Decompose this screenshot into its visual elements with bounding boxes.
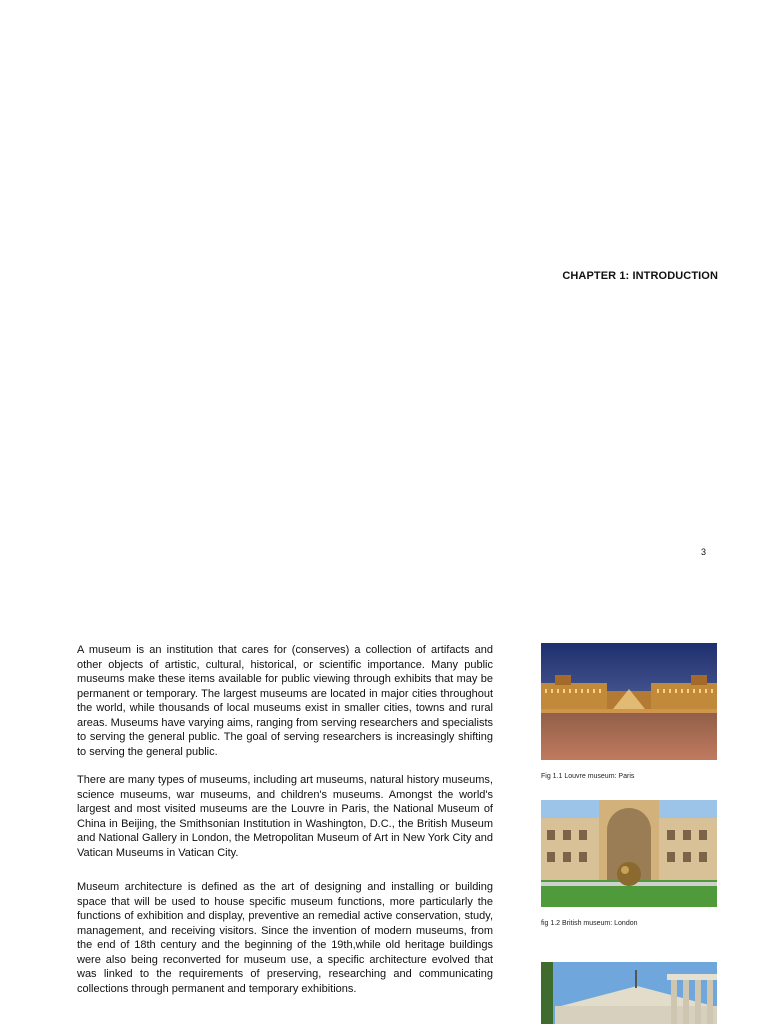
figure-caption-1: Fig 1.1 Louvre museum: Paris [541, 773, 635, 780]
page-number: 3 [701, 547, 707, 557]
paragraph-1: A museum is an institution that cares for (conserves) a collection of artifacts and other objects of artistic, cultural, historical, or scientific importance. Many public museums make these items available for public viewing through exhibits that may be permanent or temporary. The largest museums are located in major cities throughout the world, while thousands of local museums exist in smaller cities, towns and rural areas. Museums have varying aims, ranging from serving researchers and specialists to serving the general public. The goal of serving researchers is increasingly shifting to serving the general public. [77, 644, 493, 758]
chapter-title: CHAPTER 1: INTRODUCTION [562, 270, 718, 282]
figure-museum-facade-image [541, 962, 717, 1024]
figure-courtyard-image [541, 800, 717, 907]
paragraph-3: Museum architecture is defined as the art of designing and installing or building space that will be used to house specific museum functions, more particularly the functions of exhibition and display, preventive an remedial active conservation, study, management, and receiving visitors. Since the invention of modern museums, from the end of 18th century and the beginning of the 19th,while old heritage buildings were also being reconverted for museum use, a specific architecture evolved that was linked to the requirements of preserving, researching and communicating collections through permanent and temporary exhibitions. [77, 881, 493, 995]
body-text [77, 643, 493, 1010]
paragraph-2: There are many types of museums, including art museums, natural history museums, science museums, war museums, and children's museums. Amongst the world's largest and most visited museums are the Louvre in Paris, the National Museum of China in Beijing, the Smithsonian Institution in Washington, D.C., the British Museum and National Gallery in London, the Metropolitan Museum of Art in New York City and Vatican Museums in Vatican City. [77, 774, 493, 859]
figure-caption-2: fig 1.2 British museum: London [541, 920, 638, 927]
figure-louvre-image [541, 643, 717, 760]
